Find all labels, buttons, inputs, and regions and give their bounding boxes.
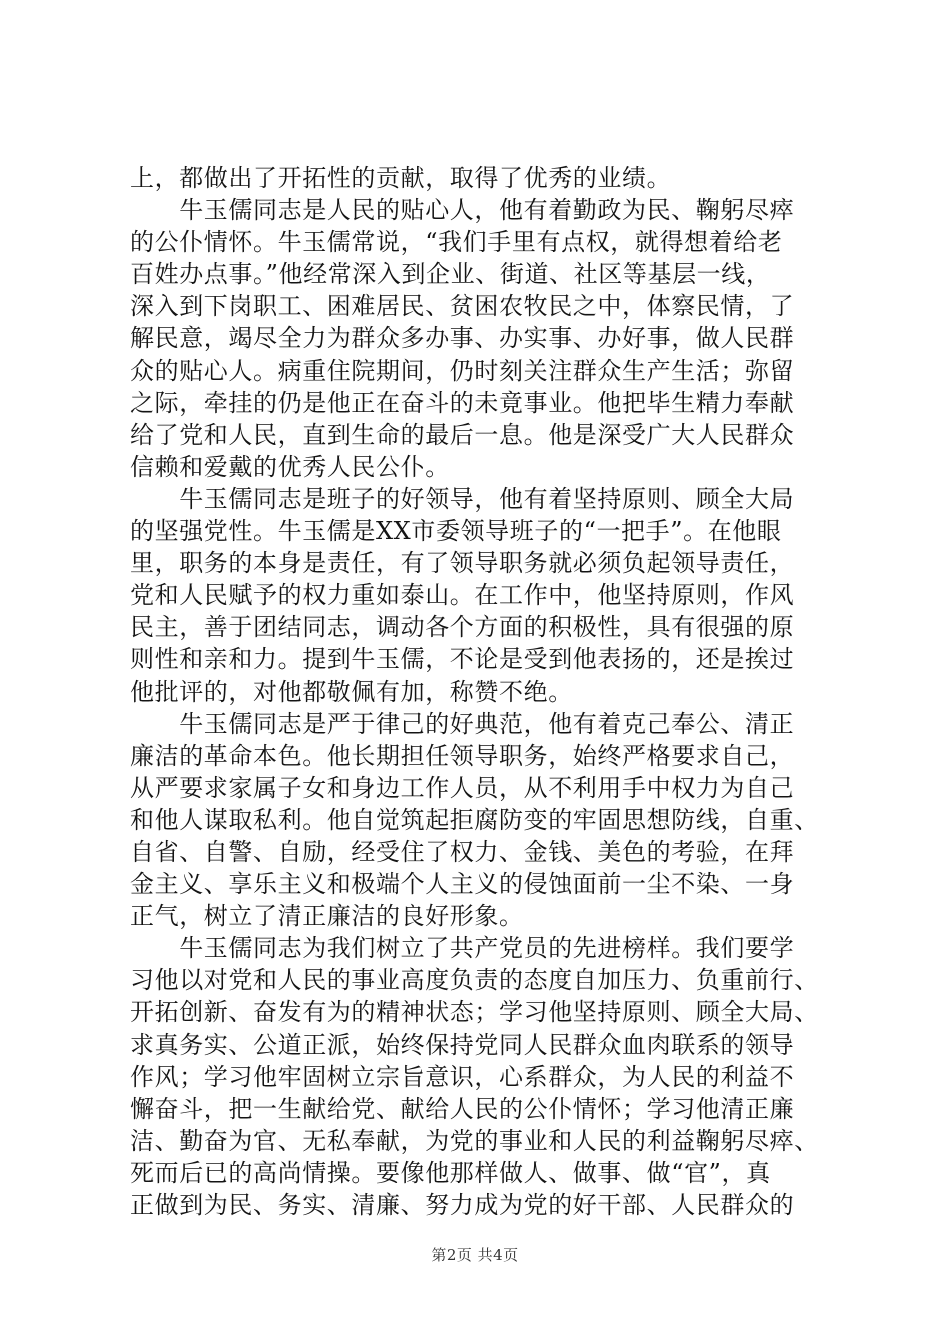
- text-line: 则性和亲和力。提到牛玉儒，不论是受到他表扬的，还是挨过: [130, 645, 795, 674]
- text-line: 从严要求家属子女和身边工作人员，从不利用手中权力为自己: [130, 773, 795, 802]
- text-line: 给了党和人民，直到生命的最后一息。他是深受广大人民群众: [130, 420, 795, 449]
- text-line: 上，都做出了开拓性的贡献，取得了优秀的业绩。: [130, 164, 672, 192]
- text-line: 作风；学习他牢固树立宗旨意识，心系群众，为人民的利益不: [130, 1062, 795, 1091]
- text-line: 百姓办点事。”他经常深入到企业、街道、社区等基层一线，: [130, 260, 771, 289]
- text-line: 的坚强党性。牛玉儒是XX市委领导班子的“一把手”。在他眼: [130, 517, 782, 546]
- text-line: 正气，树立了清正廉洁的良好形象。: [130, 902, 524, 931]
- text-line: 牛玉儒同志为我们树立了共产党员的先进榜样。我们要学: [130, 934, 795, 963]
- text-line: 求真务实、公道正派，始终保持党同人民群众血肉联系的领导: [130, 1030, 795, 1059]
- text-line: 懈奋斗，把一生献给党、献给人民的公仆情怀；学习他清正廉: [130, 1094, 795, 1123]
- text-line: 的公仆情怀。牛玉儒常说，“我们手里有点权，就得想着给老: [130, 228, 783, 257]
- text-line: 众的贴心人。病重住院期间，仍时刻关注群众生产生活；弥留: [130, 356, 795, 385]
- text-line: 金主义、享乐主义和极端个人主义的侵蚀面前一尘不染、一身: [130, 870, 795, 899]
- text-line: 廉洁的革命本色。他长期担任领导职务，始终严格要求自己，: [130, 741, 795, 770]
- text-line: 民主，善于团结同志，调动各个方面的积极性，具有很强的原: [130, 613, 795, 642]
- text-line: 洁、勤奋为官、无私奉献，为党的事业和人民的利益鞠躬尽瘁、: [130, 1126, 819, 1155]
- text-line: 解民意，竭尽全力为群众多办事、办实事、办好事，做人民群: [130, 324, 795, 353]
- text-line: 牛玉儒同志是严于律己的好典范，他有着克己奉公、清正: [130, 709, 795, 738]
- text-line: 自省、自警、自励，经受住了权力、金钱、美色的考验，在拜: [130, 837, 795, 866]
- body-text: [130, 162, 830, 1221]
- text-line: 牛玉儒同志是班子的好领导，他有着坚持原则、顾全大局: [130, 484, 795, 513]
- text-line: 正做到为民、务实、清廉、努力成为党的好干部、人民群众的: [130, 1191, 795, 1219]
- text-line: 开拓创新、奋发有为的精神状态；学习他坚持原则、顾全大局、: [130, 998, 819, 1027]
- text-line: 之际，牵挂的仍是他正在奋斗的未竟事业。他把毕生精力奉献: [130, 388, 795, 417]
- text-line: 党和人民赋予的权力重如泰山。在工作中，他坚持原则，作风: [130, 581, 795, 610]
- text-line: 深入到下岗职工、困难居民、贫困农牧民之中，体察民情，了: [130, 292, 795, 321]
- text-line: 信赖和爱戴的优秀人民公仆。: [130, 452, 450, 481]
- text-line: 习他以对党和人民的事业高度负责的态度自加压力、负重前行、: [130, 966, 819, 995]
- text-line: 死而后已的高尚情操。要像他那样做人、做事、做“官”，真: [130, 1158, 771, 1187]
- text-line: 和他人谋取私利。他自觉筑起拒腐防变的牢固思想防线，自重、: [130, 805, 819, 834]
- text-line: 里，职务的本身是责任，有了领导职务就必须负起领导责任，: [130, 549, 795, 578]
- text-line: 牛玉儒同志是人民的贴心人，他有着勤政为民、鞠躬尽瘁: [130, 196, 795, 225]
- text-line: 他批评的，对他都敬佩有加，称赞不绝。: [130, 677, 573, 706]
- page-footer: 第2页 共4页: [431, 1246, 519, 1264]
